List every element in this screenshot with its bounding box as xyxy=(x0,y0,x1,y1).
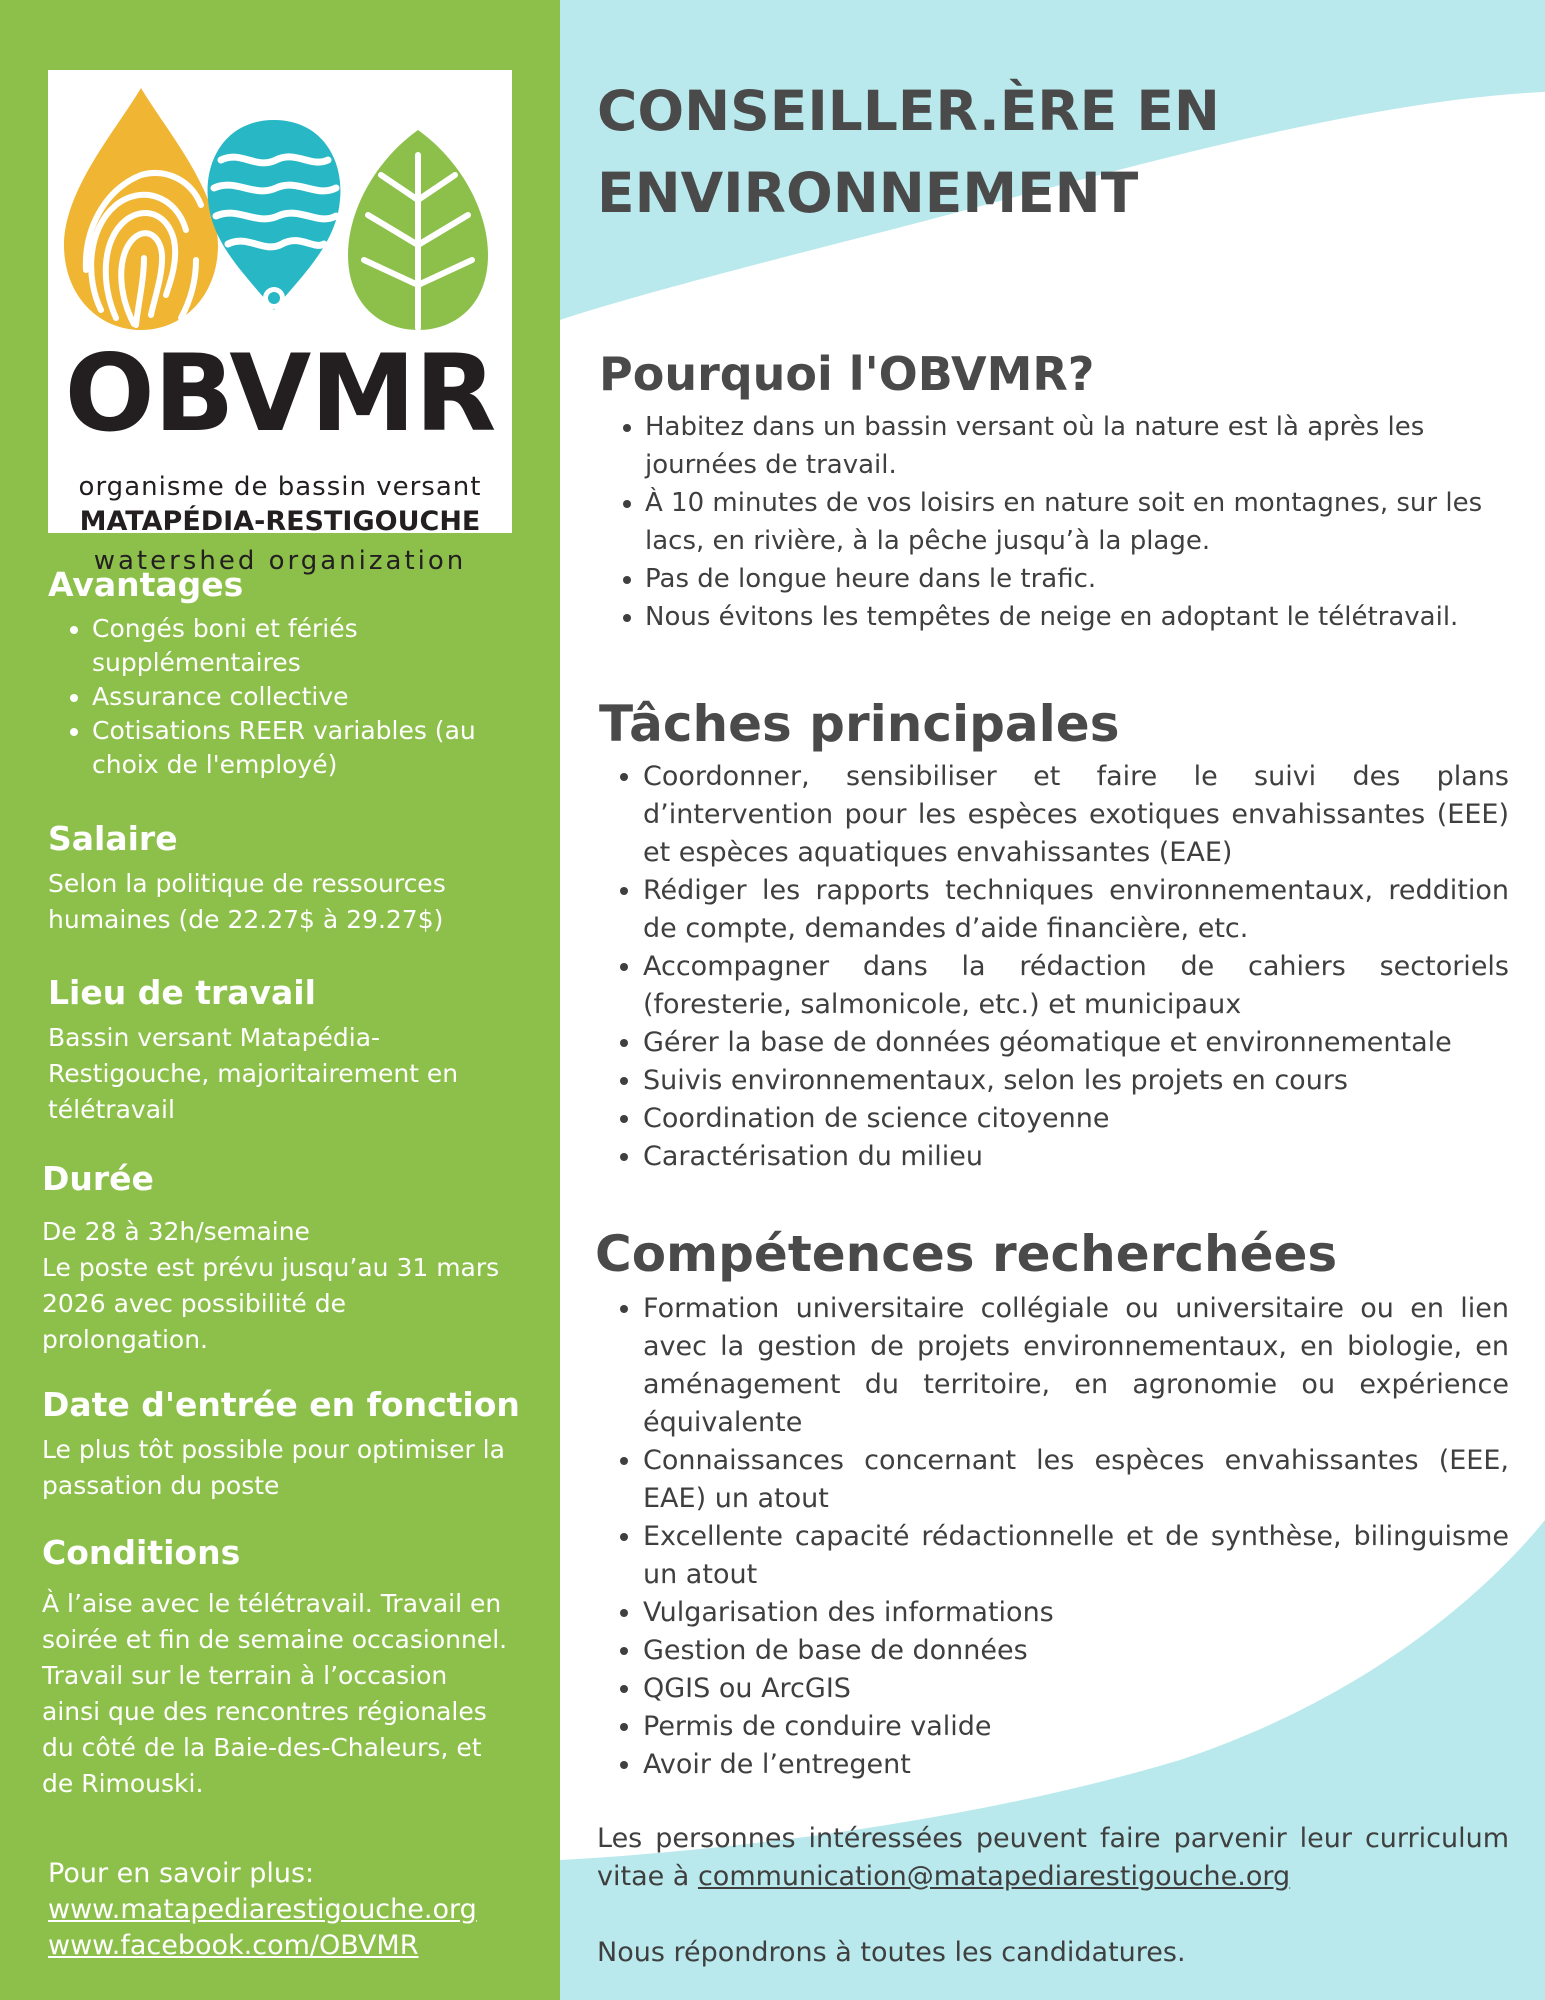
pourquoi-list xyxy=(597,408,1509,636)
date-text: Le plus tôt possible pour optimiser la passation du poste xyxy=(42,1435,505,1500)
list-item: • Gérer la base de données géomatique et environnementale xyxy=(643,1024,1509,1062)
salaire-section xyxy=(48,816,478,938)
water-pin-icon xyxy=(208,120,341,310)
list-item: • Accompagner dans la rédaction de cahiers sectoriels (foresterie, salmonicole, etc.) et municipaux xyxy=(643,948,1509,1024)
conditions-heading: Conditions xyxy=(42,1533,241,1572)
list-item: • Suivis environnementaux, selon les projets en cours xyxy=(643,1062,1509,1100)
list-item: • Habitez dans un bassin versant où la nature est là après les journées de travail. xyxy=(645,408,1509,484)
logo-tagline-en: watershed organization xyxy=(93,546,467,576)
email-link[interactable]: communication@matapediarestigouche.org xyxy=(697,1861,1291,1892)
list-item: • Formation universitaire collégiale ou universitaire ou en lien avec la gestion de projets environnementaux, en biologie, en aménagement du territoire, en agronomie ou expérience équivalente xyxy=(643,1290,1509,1442)
more-info-label: Pour en savoir plus: xyxy=(48,1858,315,1889)
sidebar xyxy=(0,0,560,2000)
date-section xyxy=(42,1382,522,1504)
competences-section xyxy=(597,1220,1509,1784)
website-link[interactable]: www.matapediarestigouche.org xyxy=(48,1894,477,1925)
list-item: • Congés boni et fériés supplémentaires xyxy=(92,612,518,680)
list-item: • Rédiger les rapports techniques environnementaux, reddition de compte, demandes d’aide financière, etc. xyxy=(643,872,1509,948)
logo-region: MATAPÉDIA-RESTIGOUCHE xyxy=(79,506,481,537)
taches-section xyxy=(597,690,1509,1176)
salaire-text: Selon la politique de ressources humaines (de 22.27$ à 29.27$) xyxy=(48,869,446,934)
conditions-text: À l’aise avec le télétravail. Travail en soirée et fin de semaine occasionnel. Travail sur le terrain à l’occasion ainsi que des rencontres régionales du côté de la Baie-des-Chaleurs, et de Rimouski. xyxy=(42,1589,508,1798)
list-item: • Connaissances concernant les espèces envahissantes (EEE, EAE) un atout xyxy=(643,1442,1509,1518)
list-item: • Vulgarisation des informations xyxy=(643,1594,1509,1632)
competences-heading: Compétences recherchées xyxy=(595,1225,1338,1283)
apply-text xyxy=(597,1820,1509,1896)
logo-wordmark: OBVMR xyxy=(64,332,496,455)
taches-heading: Tâches principales xyxy=(599,695,1120,753)
avantages-list xyxy=(48,612,518,782)
date-heading: Date d'entrée en fonction xyxy=(42,1385,520,1424)
list-item: • Cotisations REER variables (au choix de l'employé) xyxy=(92,714,518,782)
apply-instructions: Les personnes intéressées peuvent faire parvenir leur curriculum vitae à xyxy=(597,1823,1509,1892)
pourquoi-heading: Pourquoi l'OBVMR? xyxy=(599,347,1095,401)
duree-hours: De 28 à 32h/semaine xyxy=(42,1217,310,1246)
logo-icons xyxy=(56,80,504,340)
duree-section xyxy=(42,1156,512,1358)
apply-section xyxy=(597,1820,1509,1972)
avantages-section xyxy=(48,562,518,782)
job-title-line2: ENVIRONNEMENT xyxy=(597,161,1139,225)
pourquoi-section xyxy=(597,342,1509,636)
list-item: • À 10 minutes de vos loisirs en nature soit en montagnes, sur les lacs, en rivière, à la pêche jusqu’à la plage. xyxy=(645,484,1509,560)
avantages-heading: Avantages xyxy=(48,565,244,604)
closing-text: Nous répondrons à toutes les candidatures. xyxy=(597,1937,1186,1968)
job-title-line1: CONSEILLER.ÈRE EN xyxy=(597,79,1220,143)
conditions-section xyxy=(42,1530,512,1802)
fingerprint-drop-icon xyxy=(64,88,218,330)
competences-list xyxy=(597,1290,1509,1784)
job-title xyxy=(597,70,1497,234)
list-item: • Excellente capacité rédactionnelle et de synthèse, bilinguisme un atout xyxy=(643,1518,1509,1594)
salaire-heading: Salaire xyxy=(48,819,178,858)
more-info-section xyxy=(48,1856,528,1964)
obvmr-logo xyxy=(48,70,512,576)
list-item: • Pas de longue heure dans le trafic. xyxy=(645,560,1509,598)
list-item: • Assurance collective xyxy=(92,680,518,714)
duree-period: Le poste est prévu jusqu’au 31 mars 2026 avec possibilité de prolongation. xyxy=(42,1253,500,1354)
list-item: • Gestion de base de données xyxy=(643,1632,1509,1670)
list-item: • Nous évitons les tempêtes de neige en adoptant le télétravail. xyxy=(645,598,1509,636)
leaf-icon xyxy=(348,130,488,330)
taches-list xyxy=(597,758,1509,1176)
list-item: • Permis de conduire valide xyxy=(643,1708,1509,1746)
duree-heading: Durée xyxy=(42,1159,154,1198)
list-item: • Caractérisation du milieu xyxy=(643,1138,1509,1176)
lieu-section xyxy=(48,970,488,1128)
list-item: • Coordination de science citoyenne xyxy=(643,1100,1509,1138)
lieu-text: Bassin versant Matapédia-Restigouche, majoritairement en télétravail xyxy=(48,1023,459,1124)
facebook-link[interactable]: www.facebook.com/OBVMR xyxy=(48,1930,419,1961)
lieu-heading: Lieu de travail xyxy=(48,973,316,1012)
logo-tagline-fr: organisme de bassin versant xyxy=(78,472,482,502)
list-item: • Avoir de l’entregent xyxy=(643,1746,1509,1784)
list-item: • QGIS ou ArcGIS xyxy=(643,1670,1509,1708)
list-item: • Coordonner, sensibiliser et faire le suivi des plans d’intervention pour les espèces exotiques envahissantes (EEE) et espèces aquatiques envahissantes (EAE) xyxy=(643,758,1509,872)
